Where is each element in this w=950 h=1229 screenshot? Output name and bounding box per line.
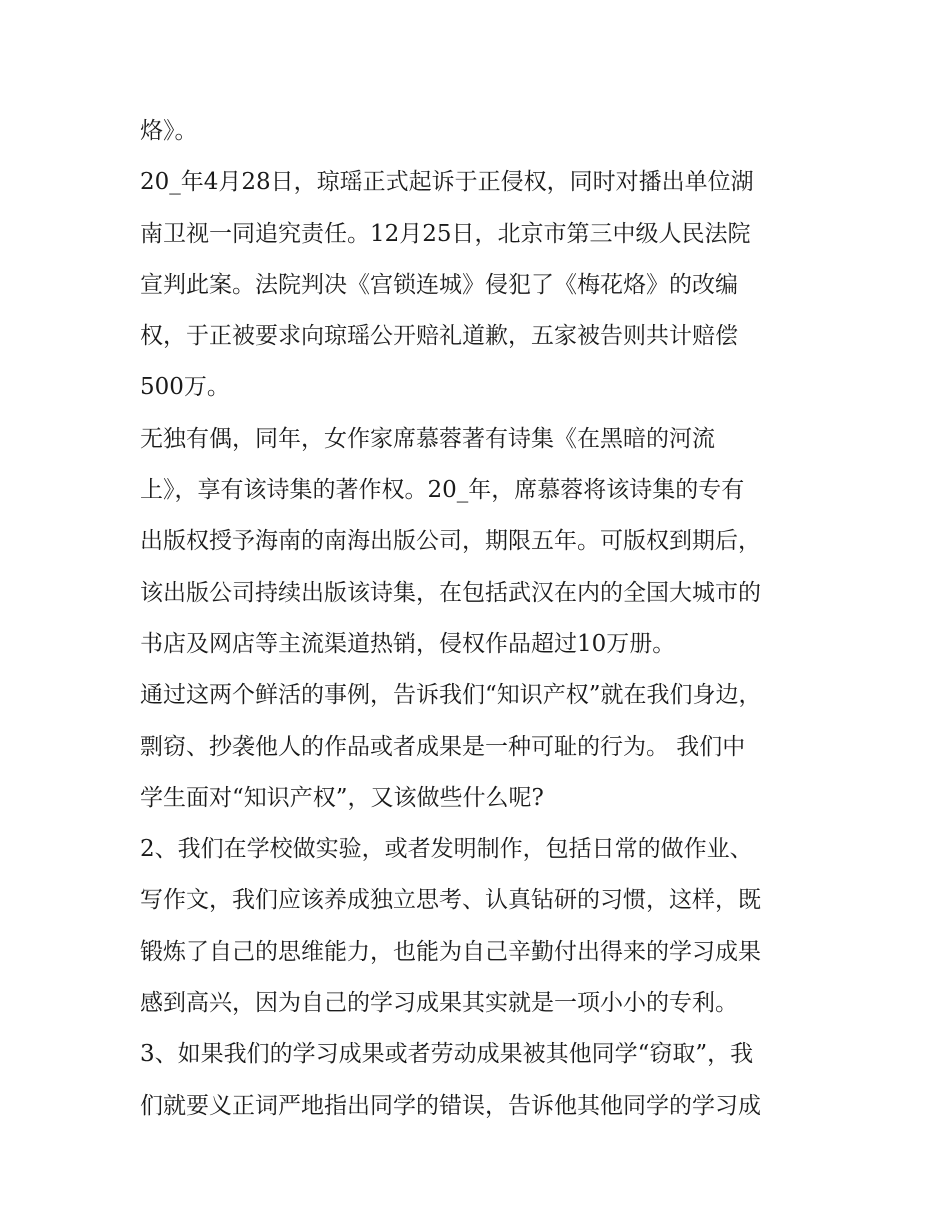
text-line: 上》，享有该诗集的著作权。20_年，席慕蓉将该诗集的专有 — [140, 477, 745, 504]
text-line: 锻炼了自己的思维能力，也能为自己辛勤付出得来的学习成果 — [140, 938, 761, 965]
text-line: 出版权授予海南的南海出版公司，期限五年。可版权到期后， — [140, 528, 761, 555]
text-line: 宣判此案。法院判决《宫锁连城》侵犯了《梅花烙》的改编 — [140, 271, 738, 298]
text-line: 感到高兴，因为自己的学习成果其实就是一项小小的专利。 — [140, 990, 738, 1017]
text-line: 无独有偶，同年，女作家席慕蓉著有诗集《在黑暗的河流 — [140, 425, 715, 452]
text-line: 学生面对“知识产权”，又该做些什么呢? — [140, 784, 544, 811]
text-line: 20_年4月28日，琼瑶正式起诉于正侵权，同时对播出单位湖 — [140, 169, 754, 196]
text-line: 权，于正被要求向琼瑶公开赔礼道歉，五家被告则共计赔偿 — [140, 323, 738, 350]
body-text — [140, 106, 840, 1132]
text-line: 写作文，我们应该养成独立思考、认真钻研的习惯，这样，既 — [140, 887, 761, 914]
text-line: 们就要义正词严地指出同学的错误，告诉他其他同学的学习成 — [140, 1092, 761, 1119]
text-line: 500万。 — [140, 374, 230, 401]
text-line: 烙》。 — [140, 118, 198, 144]
text-line: 该出版公司持续出版该诗集，在包括武汉在内的全国大城市的 — [140, 579, 761, 606]
text-line: 通过这两个鲜活的事例，告诉我们“知识产权”就在我们身边， — [140, 682, 762, 709]
text-line: 3、如果我们的学习成果或者劳动成果被其他同学“窃取”，我 — [140, 1041, 754, 1068]
text-line: 2、我们在学校做实验，或者发明制作，包括日常的做作业、 — [140, 836, 753, 863]
text-line: 南卫视一同追究责任。12月25日，北京市第三中级人民法院 — [140, 220, 751, 247]
text-line: 书店及网店等主流渠道热销，侵权作品超过10万册。 — [140, 630, 676, 657]
text-line: 剽窃、抄袭他人的作品或者成果是一种可耻的行为。 我们中 — [140, 733, 746, 760]
